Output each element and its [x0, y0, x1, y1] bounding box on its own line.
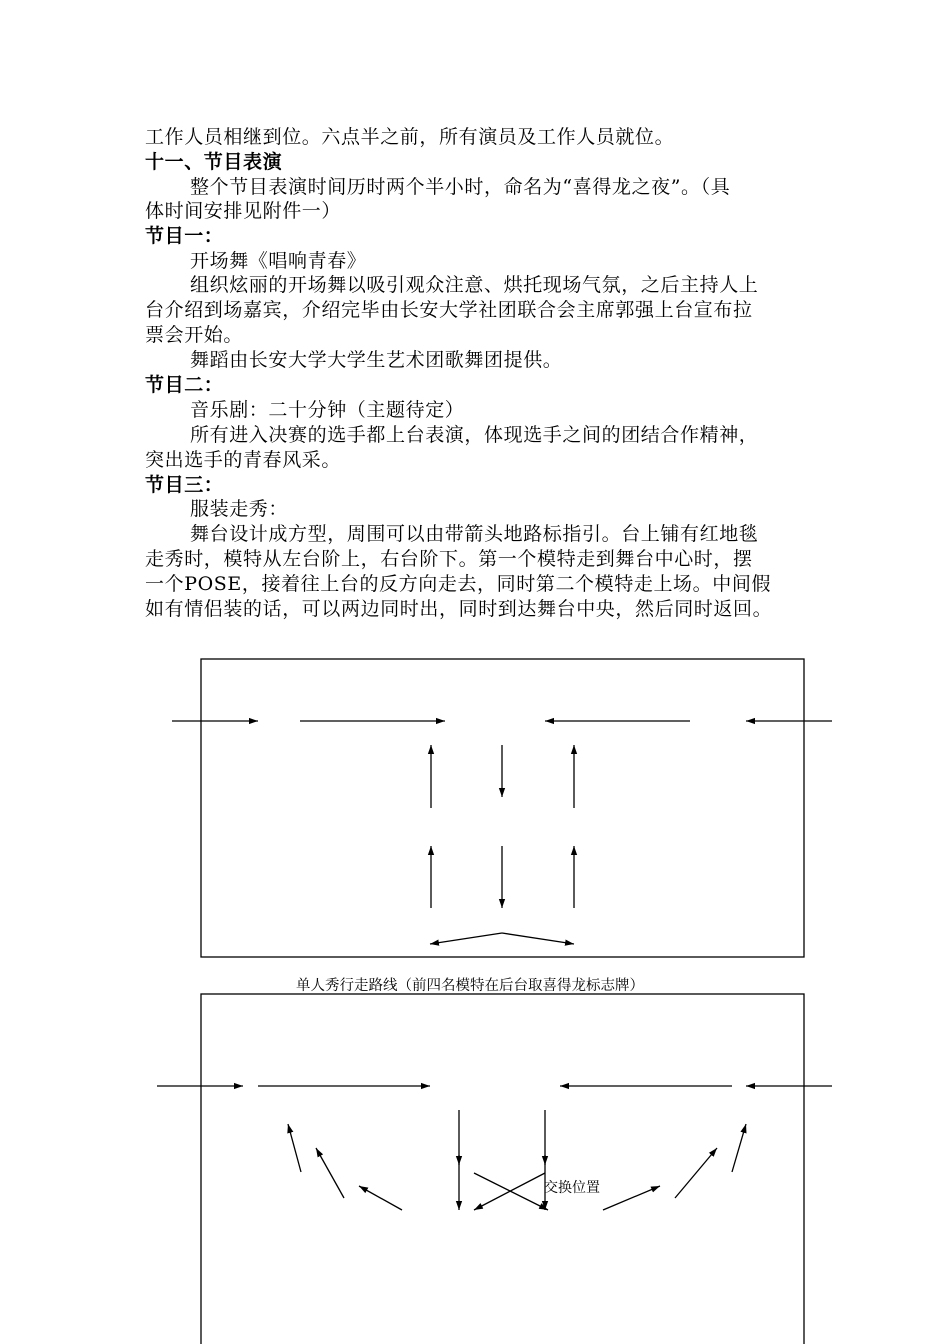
walk-arrow	[675, 1148, 717, 1198]
text-line: 如有情侣装的话，可以两边同时出，同时到达舞台中央，然后同时返回。	[145, 598, 773, 620]
text-line: 一个POSE，接着往上台的反方向走去，同时第二个模特走上场。中间假	[145, 573, 772, 595]
stage-outline	[201, 659, 804, 957]
section-heading: 十一、节目表演	[145, 151, 283, 173]
text-line: 音乐剧：二十分钟（主题待定）	[190, 399, 465, 421]
exchange-label: 交换位置	[544, 1180, 600, 1196]
text-line: 服装走秀：	[190, 498, 289, 520]
text-line: 走秀时，模特从左台阶上，右台阶下。第一个模特走到舞台中心时，摆	[145, 548, 753, 570]
text-line: 组织炫丽的开场舞以吸引观众注意、烘托现场气氛，之后主持人上	[190, 274, 759, 296]
text-line: 票会开始。	[145, 324, 244, 346]
diagram-caption: 单人秀行走路线（前四名模特在后台取喜得龙标志牌）	[296, 978, 644, 994]
text-line: 体时间安排见附件一）	[145, 200, 342, 222]
walk-arrow	[732, 1124, 746, 1172]
text-line: 工作人员相继到位。六点半之前，所有演员及工作人员就位。	[145, 126, 675, 148]
text-line: 舞台设计成方型，周围可以由带箭头地路标指引。台上铺有红地毯	[190, 523, 759, 545]
text-line: 所有进入决赛的选手都上台表演，体现选手之间的团结合作精神，	[190, 424, 759, 446]
program-heading: 节目一：	[145, 225, 224, 247]
text-line: 整个节目表演时间历时两个半小时，命名为“喜得龙之夜”。（具	[190, 176, 731, 198]
walk-arrow	[502, 933, 574, 944]
text-line: 台介绍到场嘉宾，介绍完毕由长安大学社团联合会主席郭强上台宣布拉	[145, 299, 753, 321]
text-line: 开场舞《唱响青春》	[190, 250, 367, 272]
walk-arrow	[288, 1124, 301, 1172]
text-line: 舞蹈由长安大学大学生艺术团歌舞团提供。	[190, 349, 563, 371]
stage-outline	[201, 994, 804, 1344]
program-heading: 节目三：	[145, 474, 224, 496]
stage-diagram-exchange	[157, 994, 832, 1344]
stage-diagram-single	[172, 659, 832, 957]
walk-arrow	[359, 1186, 402, 1210]
walk-arrow	[430, 933, 502, 944]
text-line: 突出选手的青春风采。	[145, 449, 342, 471]
walk-arrow	[603, 1186, 660, 1210]
walk-arrow	[316, 1148, 344, 1198]
program-heading: 节目二：	[145, 374, 224, 396]
